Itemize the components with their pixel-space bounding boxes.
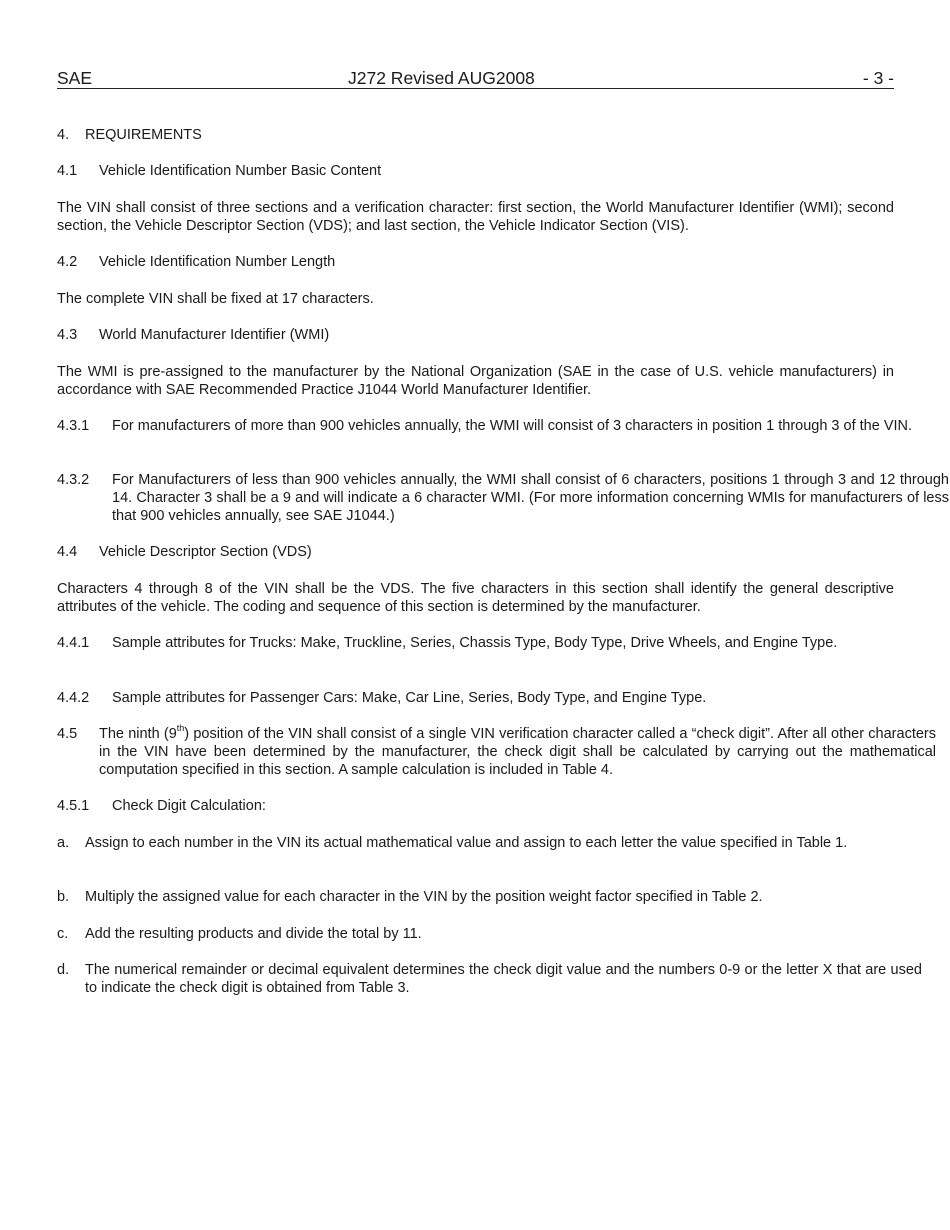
section-number: 4.4.2 xyxy=(57,690,90,706)
section-4-3-1 xyxy=(57,417,949,435)
section-number: 4.2 xyxy=(57,254,78,270)
section-text: For manufacturers of more than 900 vehicles annually, the WMI will consist of 3 characters in position 1 through 3 of the VIN. xyxy=(112,418,913,434)
section-number: 4.3 xyxy=(57,327,78,343)
step-text: Add the resulting products and divide the total by 11. xyxy=(85,926,422,942)
section-4-3-2 xyxy=(57,471,949,525)
section-number: 4.5.1 xyxy=(57,798,90,814)
step-text: The numerical remainder or decimal equivalent determines the check digit value and the numbers 0-9 or the letter X that are used to indicate the check digit is obtained from Table 3. xyxy=(85,962,922,996)
section-title: Check Digit Calculation: xyxy=(112,798,266,814)
section-4-5-1-heading xyxy=(57,797,949,815)
section-text-start: The ninth (9 xyxy=(99,726,177,742)
step-item-b xyxy=(57,888,922,906)
step-item-d xyxy=(57,961,922,997)
section-title: REQUIREMENTS xyxy=(85,127,202,143)
step-item-c xyxy=(57,925,922,943)
section-text: Sample attributes for Passenger Cars: Make, Car Line, Series, Body Type, and Engine Type. xyxy=(112,690,707,706)
section-title: Vehicle Identification Number Length xyxy=(99,254,336,270)
section-4-2-body: The complete VIN shall be fixed at 17 characters. xyxy=(57,291,374,307)
section-text-rest: ) position of the VIN shall consist of a single VIN verification character called a “check digit”. After all other characters in the VIN have been determined by the manufacturer, the check digit shall be calculated by carrying out the mathematical computation specified in this section. A sample calculation is included in Table 4. xyxy=(99,726,936,778)
section-title: Vehicle Identification Number Basic Content xyxy=(99,163,382,179)
section-4-4-2 xyxy=(57,689,949,707)
ordinal-superscript: th xyxy=(176,723,185,733)
section-4-1-body: The VIN shall consist of three sections and a verification character: first section, the World Manufacturer Identifier (WMI); second section, the Vehicle Descriptor Section (VDS); and last section, the Vehicle Indicator Section (VIS). xyxy=(57,200,894,234)
header-org: SAE xyxy=(57,68,93,88)
section-number: 4. xyxy=(57,127,70,143)
step-text: Assign to each number in the VIN its actual mathematical value and assign to each letter the value specified in Table 1. xyxy=(85,835,848,851)
step-text: Multiply the assigned value for each character in the VIN by the position weight factor specified in Table 2. xyxy=(85,889,763,905)
section-4-4-body: Characters 4 through 8 of the VIN shall be the VDS. The five characters in this section shall identify the general descriptive attributes of the vehicle. The coding and sequence of this section is determined by the manufacturer. xyxy=(57,581,894,615)
section-4-heading xyxy=(57,126,922,144)
section-4-4-1 xyxy=(57,634,949,652)
section-4-1-heading xyxy=(57,162,936,180)
section-4-5 xyxy=(57,725,936,779)
section-number: 4.1 xyxy=(57,163,78,179)
step-label: c. xyxy=(57,926,69,942)
header-page-number: - 3 - xyxy=(862,68,894,88)
section-number: 4.5 xyxy=(57,726,78,742)
section-number: 4.3.2 xyxy=(57,472,90,488)
step-label: d. xyxy=(57,962,70,978)
section-text: For Manufacturers of less than 900 vehicles annually, the WMI shall consist of 6 characters, positions 1 through 3 and 12 through 14. Character 3 shall be a 9 and will indicate a 6 character WMI. (For more information concerning WMIs for manufacturers of less that 900 vehicles annually, see SAE J1044.) xyxy=(112,472,949,524)
section-number: 4.4 xyxy=(57,544,78,560)
section-4-2-heading xyxy=(57,253,936,271)
page-header xyxy=(57,68,894,89)
section-number: 4.3.1 xyxy=(57,418,90,434)
section-title: World Manufacturer Identifier (WMI) xyxy=(99,327,330,343)
section-4-4-heading xyxy=(57,543,936,561)
section-text: Sample attributes for Trucks: Make, Truckline, Series, Chassis Type, Body Type, Drive Wheels, and Engine Type. xyxy=(112,635,838,651)
header-doc-id: J272 Revised AUG2008 xyxy=(348,68,535,88)
step-item-a xyxy=(57,834,922,852)
section-number: 4.4.1 xyxy=(57,635,90,651)
step-label: a. xyxy=(57,835,70,851)
step-label: b. xyxy=(57,889,70,905)
section-4-3-body: The WMI is pre-assigned to the manufacturer by the National Organization (SAE in the case of U.S. vehicle manufacturers) in accordance with SAE Recommended Practice J1044 World Manufacturer Identifier. xyxy=(57,364,894,398)
section-4-3-heading xyxy=(57,326,936,344)
section-title: Vehicle Descriptor Section (VDS) xyxy=(99,544,312,560)
